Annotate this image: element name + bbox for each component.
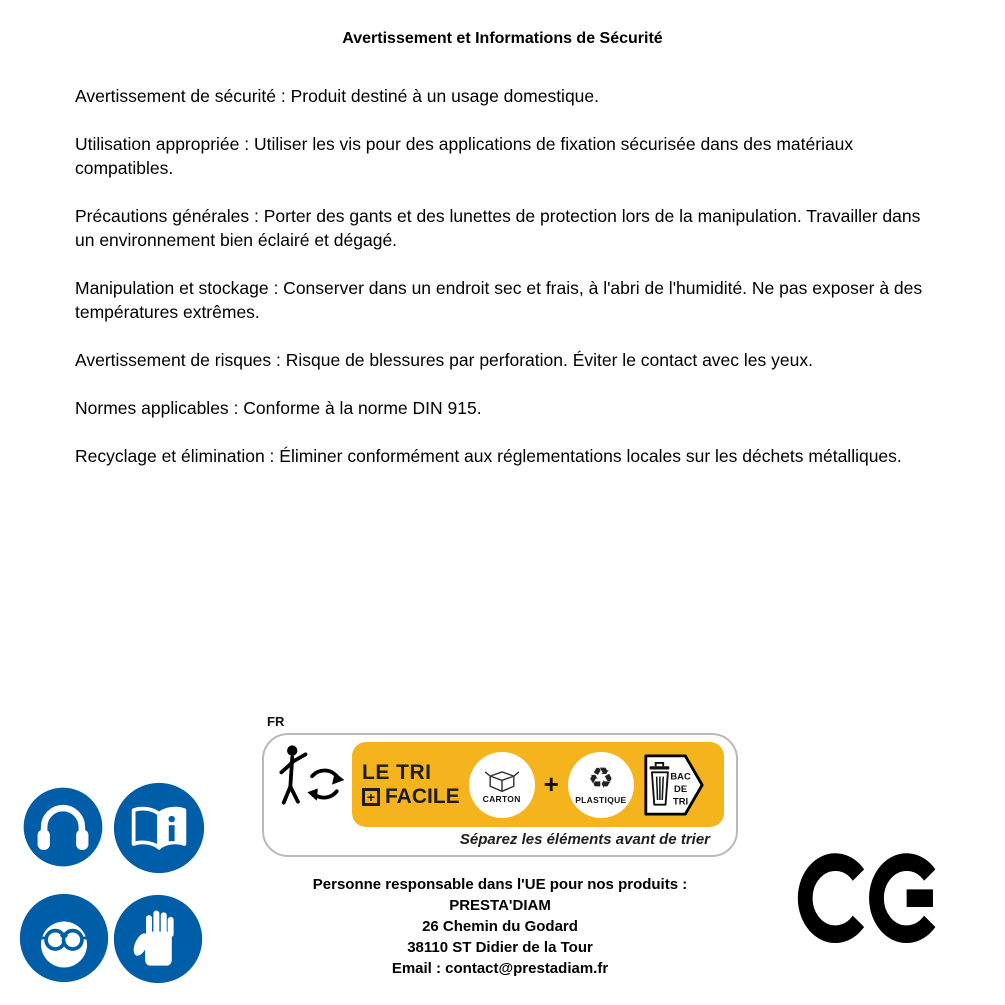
safety-paragraphs [75, 84, 937, 492]
svg-text:DE: DE [673, 782, 687, 794]
paragraph-avertissement-securite: Avertissement de sécurité : Produit destiné à un usage domestique. [75, 86, 600, 106]
le-tri-facile-wordmark [362, 761, 460, 809]
plus-box-icon: + [362, 788, 380, 806]
sorting-slogan: Séparez les éléments avant de trier [459, 831, 710, 848]
responsible-intro: Personne responsable dans l'UE pour nos produits : [312, 876, 688, 893]
page-title: Avertissement et Informations de Sécurité [342, 30, 663, 47]
address-line-1: 26 Chemin du Godard [422, 918, 578, 935]
plastic-recycle-icon: ♻ [587, 763, 614, 795]
svg-text:TRI: TRI [672, 795, 688, 807]
le-tri-facile-panel [352, 742, 724, 827]
svg-text:BAC: BAC [670, 769, 691, 781]
paragraph-normes-applicables: Normes applicables : Conforme à la norme DIN 915. [75, 398, 482, 418]
address-line-2: 38110 ST Didier de la Tour [407, 939, 593, 956]
plastique-material-badge [568, 752, 634, 818]
paragraph-recyclage-elimination: Recyclage et élimination : Éliminer conformément aux réglementations locales sur les déchets métalliques. [75, 446, 902, 466]
read-manual-icon [112, 781, 206, 875]
fr-country-code: FR [267, 714, 285, 729]
paragraph-precautions-generales: Précautions générales : Porter des gants et des lunettes de protection lors de la manipulation. Travailler dans un environnement bien éclairé et dégagé. [75, 206, 921, 250]
carton-material-badge [469, 752, 535, 818]
plus-separator: + [543, 769, 559, 799]
company-name: PRESTA'DIAM [449, 897, 551, 914]
ce-marking-icon [797, 851, 945, 946]
email-line: Email : contact@prestadiam.fr [391, 960, 609, 977]
paragraph-avertissement-risques: Avertissement de risques : Risque de blessures par perforation. Éviter le contact avec les yeux. [75, 350, 813, 370]
paragraph-manipulation-stockage: Manipulation et stockage : Conserver dans un endroit sec et frais, à l'abri de l'humidité. Ne pas exposer à des températures extrêmes. [75, 278, 923, 322]
carton-box-icon [483, 766, 521, 793]
hand-protection-icon [112, 893, 204, 985]
ear-protection-icon [22, 786, 104, 868]
eye-protection-icon [18, 892, 110, 984]
info-tri-label [262, 733, 738, 857]
facile-text: FACILE [385, 784, 460, 808]
carton-label: CARTON [482, 793, 521, 804]
sorting-bin-flag [643, 752, 705, 818]
paragraph-utilisation-appropriee: Utilisation appropriée : Utiliser les vis pour des applications de fixation sécurisée dans des matériaux compatibles. [75, 134, 854, 178]
le-tri-text: LE TRI [362, 760, 432, 784]
responsible-block [260, 874, 740, 979]
plastique-label: PLASTIQUE [575, 795, 627, 805]
triman-recycling-icon [279, 741, 349, 817]
